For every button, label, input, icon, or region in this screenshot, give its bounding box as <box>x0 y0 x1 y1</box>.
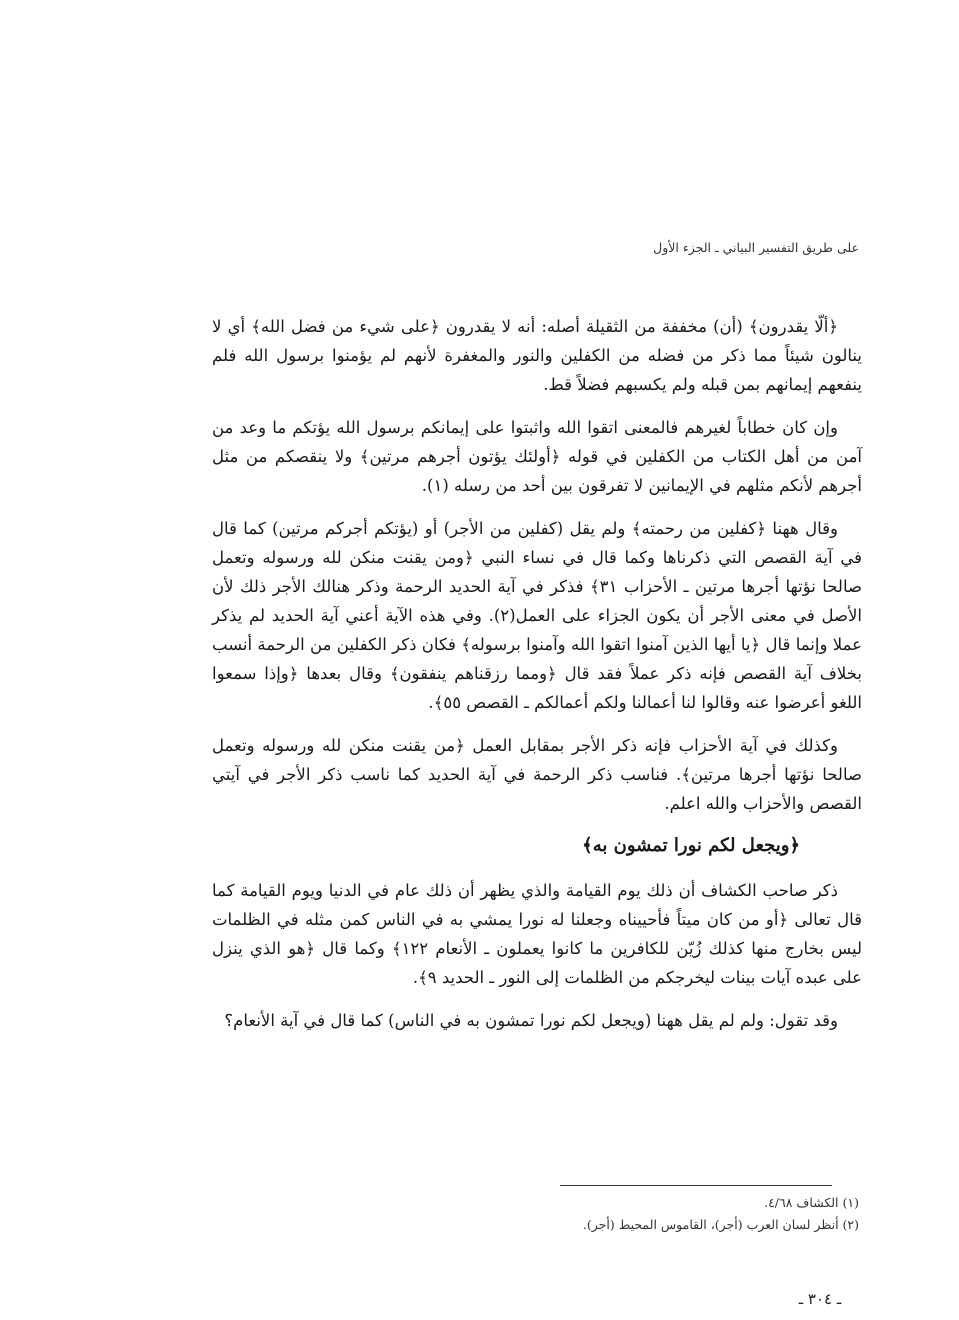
footnote-1: (١) الكشاف ٤/٦٨. <box>764 1195 859 1210</box>
page-number: ـ ٣٠٤ ـ <box>798 1290 842 1308</box>
running-header: على طريق التفسير البياني ـ الجزء الأول <box>653 240 859 255</box>
main-text <box>212 312 862 1049</box>
footnotes <box>459 1192 859 1236</box>
section-heading: ﴿ويجعل لكم نورا تمشون به﴾ <box>582 835 800 856</box>
footnote-2: (٢) أنظر لسان العرب (أجر)، القاموس المحيط (أجر). <box>582 1217 859 1232</box>
paragraph-2: وإن كان خطاباً لغيرهم فالمعنى اتقوا الله واثبتوا على إيمانكم برسول الله يؤتكم ما وعد من آمن من أهل الكتاب من الكفلين في قوله ﴿أولئك يؤتون أجرهم مرتين﴾ ولا ينقصكم من مثل أجرهم لأنكم مثلهم في الإيمانين لا تفرقون بين أحد من رسله (١). <box>212 418 862 495</box>
paragraph-5: ذكر صاحب الكشاف أن ذلك يوم القيامة والذي يظهر أن ذلك عام في الدنيا ويوم القيامة كما قال تعالى ﴿أو من كان ميتاً فأحييناه وجعلنا له نورا يمشي به في الناس كمن مثله في الظلمات ليس بخارج منها كذلك زُيّن للكافرين ما كانوا يعملون ـ الأنعام ١٢٢﴾ وكما قال ﴿هو الذي ينزل على عبده آيات بينات ليخرجكم من الظلمات إلى النور ـ الحديد ٩﴾. <box>212 881 863 987</box>
paragraph-3: وقال ههنا ﴿كفلين من رحمته﴾ ولم يقل (كفلين من الأجر) أو (يؤتكم أجركم مرتين) كما قال في آية القصص التي ذكرناها وكما قال في نساء النبي ﴿ومن يقنت منكن لله ورسوله وتعمل صالحا نؤتها أجرها مرتين ـ الأحزاب ٣١﴾ فذكر في آية الحديد الرحمة وذكر هنالك الأجر ذلك لأن الأصل في معنى الأجر أن يكون الجزاء على العمل(٢). وفي هذه الآية أعني آية الحديد لم يذكر عملا وإنما قال ﴿يا أيها الذين آمنوا اتقوا الله وآمنوا برسوله﴾ فكان ذكر الكفلين من الرحمة أنسب بخلاف آية القصص فإنه ذكر عملاً فقد قال ﴿ومما رزقناهم ينفقون﴾ وقال بعدها ﴿وإذا سمعوا اللغو أعرضوا عنه وقالوا لنا أعمالنا ولكم أعمالكم ـ القصص ٥٥﴾. <box>212 519 862 712</box>
footnote-divider <box>560 1185 832 1186</box>
paragraph-4: وكذلك في آية الأحزاب فإنه ذكر الأجر بمقابل العمل ﴿من يقنت منكن لله ورسوله وتعمل صالحا نؤتها أجرها مرتين﴾. فناسب ذكر الرحمة في آية الحديد كما ناسب ذكر الأجر في آيتي القصص والأحزاب والله اعلم. <box>212 736 862 813</box>
paragraph-6: وقد تقول: ولم لم يقل ههنا (ويجعل لكم نورا تمشون به في الناس) كما قال في آية الأنعام؟ <box>224 1011 838 1030</box>
paragraph-1: ﴿ألّا يقدرون﴾ (أن) مخففة من الثقيلة أصله: أنه لا يقدرون ﴿على شيء من فضل الله﴾ أي لا ينالون شيئاً مما ذكر من فضله من الكفلين والنور والمغفرة لأنهم لم يؤمنوا برسول الله فلم ينفعهم إيمانهم بمن قبله ولم يكسبهم فضلاً قط. <box>212 317 863 394</box>
